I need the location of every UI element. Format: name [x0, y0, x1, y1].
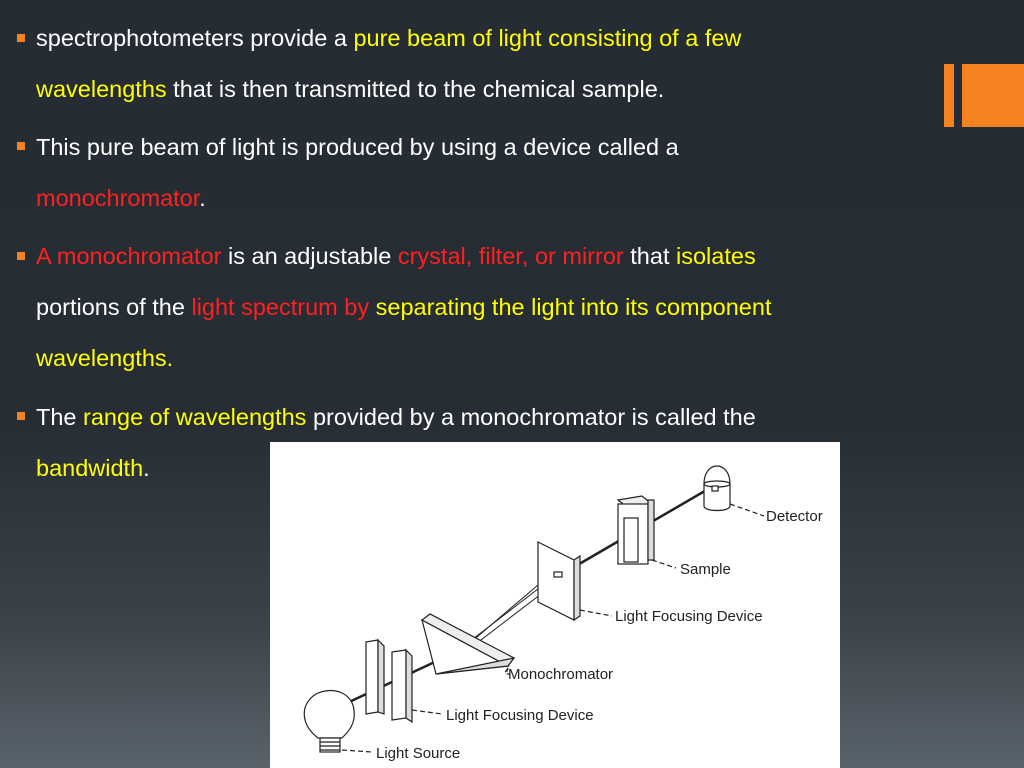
leader-line	[412, 710, 442, 714]
lower-focusing-device	[366, 640, 412, 722]
highlight-text: wavelengths	[36, 76, 167, 102]
diagram-svg	[270, 442, 840, 768]
monochromator-prism	[422, 614, 514, 674]
bullet-3-line-1	[36, 242, 756, 270]
bullet-square-icon	[17, 412, 25, 420]
bullet-2-line-2	[36, 184, 206, 212]
bullet-square-icon	[17, 252, 25, 260]
text: provided by a monochromator is called the	[306, 404, 756, 430]
text: .	[199, 185, 206, 211]
label-sample: Sample	[680, 561, 731, 578]
bullet-2-line-1	[36, 133, 679, 161]
bullet-3-line-3	[36, 344, 173, 372]
highlight-text: separating the light into its component	[375, 294, 772, 320]
bullet-4-line-2	[36, 454, 150, 482]
highlight-text: crystal, filter, or mirror	[397, 243, 624, 269]
highlight-text: A monochromator	[36, 243, 222, 269]
decorative-orange-bar-thin	[944, 64, 954, 127]
text: that	[623, 243, 677, 269]
text: This pure beam of light is produced by using a device called a	[36, 134, 679, 160]
decorative-orange-bar-wide	[962, 64, 1024, 127]
leader-line	[730, 504, 764, 516]
text: .	[143, 455, 150, 481]
sample-cuvette	[618, 496, 654, 564]
text: The	[36, 404, 84, 430]
highlight-text: bandwidth	[36, 455, 144, 481]
bullet-3-line-2	[36, 293, 771, 321]
detector-icon	[704, 466, 730, 511]
text: that is then transmitted to the chemical sample.	[166, 76, 665, 102]
bullet-4-line-1	[36, 403, 756, 431]
bullet-square-icon	[17, 34, 25, 42]
text: spectrophotometers provide a	[36, 25, 354, 51]
label-light-focusing-device-upper: Light Focusing Device	[615, 608, 763, 625]
bullet-square-icon	[17, 142, 25, 150]
label-light-focusing-device-lower: Light Focusing Device	[446, 707, 594, 724]
bullet-1-line-2	[36, 75, 664, 103]
highlight-text: wavelengths.	[36, 345, 174, 371]
highlight-text: range of wavelengths	[83, 404, 307, 430]
highlight-text: monochromator	[36, 185, 200, 211]
spectrophotometer-diagram	[270, 442, 840, 768]
label-light-source: Light Source	[376, 745, 461, 762]
upper-focusing-device	[538, 542, 580, 620]
highlight-text: light spectrum by	[191, 294, 370, 320]
bullet-1-line-1	[36, 24, 741, 52]
light-bulb-icon	[304, 691, 354, 752]
leader-line	[342, 750, 372, 752]
highlight-text: pure beam of light consisting of a few	[353, 25, 742, 51]
leader-line	[580, 610, 612, 616]
label-detector: Detector	[766, 508, 823, 525]
label-monochromator: Monochromator	[508, 666, 614, 683]
text: portions of the	[36, 294, 192, 320]
highlight-text: isolates	[676, 243, 756, 269]
text: is an adjustable	[221, 243, 398, 269]
leader-line	[652, 560, 676, 568]
